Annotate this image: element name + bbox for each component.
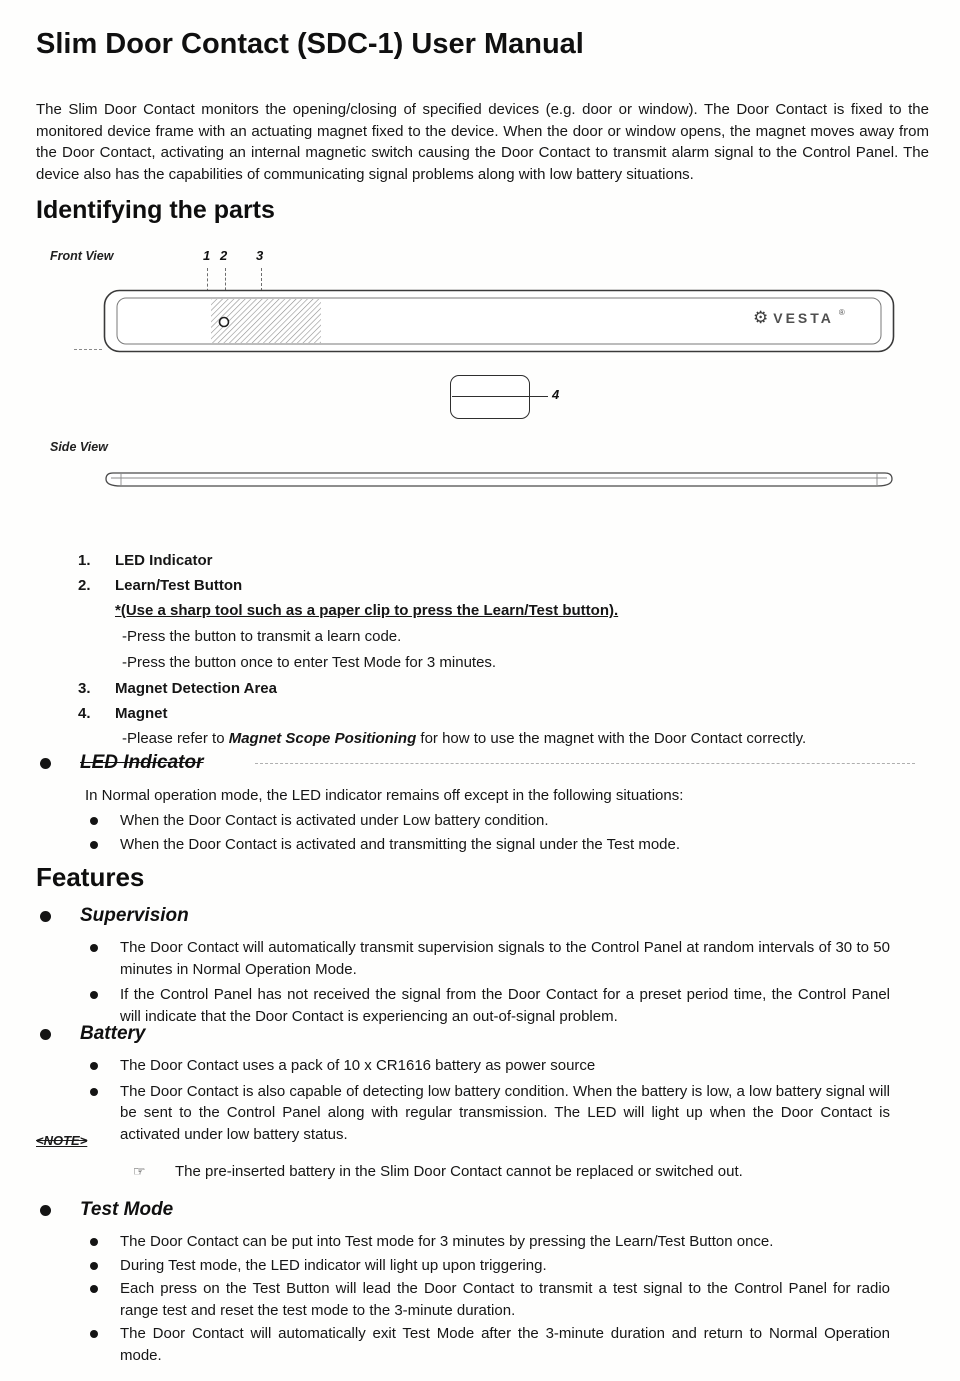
part-detail [0,726,960,752]
feature-supervision-section [0,903,960,1027]
bullet-icon [90,991,98,999]
part-detail-text: -Please refer to [122,730,229,747]
list-item [0,1278,960,1321]
parts-diagram [0,243,960,545]
bullet-icon [90,1330,98,1338]
side-view-device [103,470,895,490]
part-title: Learn/Test Button [115,577,243,594]
intro-paragraph: The Slim Door Contact monitors the opening/closing of specified devices (e.g. door or window). The Door Contact is fixed to the monitored device frame with an actuating magnet fixed to the device. When the door or window opens, the magnet moves away from the Door Contact, activating an internal magnetic switch causing the Door Contact to transmit alarm signal to the Control Panel. The device also has the capabilities of communicating signal problems along with low battery situations. [36,101,929,183]
led-bullet: When the Door Contact is activated and transmitting the signal under the Test mode. [120,835,681,853]
feature-bullet: The Door Contact will automatically transmit supervision signals to the Control Panel at random intervals of 30 to 50 minutes in Normal Operation Mode. [120,939,890,978]
part-number: 1. [78,552,91,569]
bullet-icon [90,841,98,849]
list-item [0,1055,960,1077]
feature-bullet: The Door Contact will automatically exit Test Mode after the 3-minute duration and return to Normal Operation mode. [120,1325,890,1364]
note-text: The pre-inserted battery in the Slim Door Contact cannot be replaced or switched out. [175,1163,743,1180]
part-number: 3. [78,680,91,697]
part-row [0,573,960,598]
feature-test-mode-section [0,1197,960,1366]
list-item [0,810,960,832]
note-row [0,1161,960,1182]
list-item [0,1255,960,1277]
part-title: LED Indicator [115,552,213,569]
callout-3: 3 [256,248,264,263]
bullet-icon [90,1062,98,1070]
magnet-rect [450,375,530,419]
bullet-icon [90,1088,98,1096]
callout-2: 2 [220,248,228,263]
parts-list [0,548,960,752]
list-item [0,937,960,980]
part-detail-text: for how to use the magnet with the Door Contact correctly. [416,730,807,747]
note-label: <NOTE> [36,1133,88,1148]
bullet-icon [40,758,51,769]
list-item [0,834,960,856]
feature-heading-row [0,1021,960,1047]
callout-1: 1 [203,248,211,263]
bullet-icon [90,1262,98,1270]
feature-battery-heading: Battery [80,1023,146,1044]
feature-bullet: The Door Contact uses a pack of 10 x CR1616 battery as power source [120,1057,596,1074]
led-bullet: When the Door Contact is activated under Low battery condition. [120,812,549,829]
bullet-icon [90,1285,98,1293]
brand-mark: ® [838,308,845,317]
feature-bullet: Each press on the Test Button will lead the Door Contact to transmit a test signal to the Control Panel for radio range test and reset the test mode to the 3-minute duration. [120,1280,890,1319]
list-item [0,1231,960,1253]
feature-battery-section [0,1021,960,1145]
feature-bullet: If the Control Panel has not received the signal from the Door Contact for a preset period time, the Control Panel will indicate that the Door Contact is experiencing an out-of-signal problem. [120,986,890,1025]
led-intro: In Normal operation mode, the LED indicator remains off except in the following situations: [85,787,684,804]
bullet-icon [90,944,98,952]
vesta-gear-icon [753,309,768,326]
part-row [0,548,960,573]
page-title: Slim Door Contact (SDC-1) User Manual [36,28,584,60]
pointing-hand-icon: ☞ [133,1163,146,1179]
bullet-icon [90,817,98,825]
section-identifying-heading: Identifying the parts [36,196,275,224]
led-indicator-section [0,750,960,855]
part-title: Magnet [115,705,168,722]
list-item [0,1323,960,1366]
part-detail: -Press the button to transmit a learn code. [122,628,402,645]
brand-text: VESTA [773,309,834,326]
feature-bullet: During Test mode, the LED indicator will light up upon triggering. [120,1256,547,1274]
bullet-icon [40,1205,51,1216]
part-row [0,701,960,726]
magnet-callout-line [452,396,548,397]
front-view-label: Front View [50,249,114,263]
note-block [0,1132,960,1182]
feature-bullet: The Door Contact can be put into Test mode for 3 minutes by pressing the Learn/Test Button once. [120,1233,774,1250]
part-number: 2. [78,577,91,594]
part-title: Magnet Detection Area [115,680,277,697]
bullet-icon [90,1238,98,1246]
feature-supervision-heading: Supervision [80,905,189,926]
led-indicator-heading: LED Indicator [80,752,204,773]
feature-heading-row [0,903,960,929]
scan-artifact-line [255,763,915,764]
magnet-scope-positioning-ref: Magnet Scope Positioning [228,730,417,747]
scan-artifact [74,349,102,350]
vesta-logo [753,309,845,326]
feature-bullet: The Door Contact is also capable of detecting low battery condition. When the battery is low, a low battery signal will be sent to the Control Panel along with regular transmission. The LED will light up when the Door Contact is activated under low battery status. [120,1082,890,1143]
section-features-heading: Features [36,862,145,892]
part-row [0,676,960,701]
part-note: *(Use a sharp tool such as a paper clip to press the Learn/Test button). [115,602,619,619]
learn-test-button-hole [220,318,229,327]
callout-4: 4 [552,387,560,402]
feature-heading-row [0,1197,960,1223]
feature-test-mode-heading: Test Mode [80,1199,174,1220]
side-view-label: Side View [50,440,108,454]
part-detail: -Press the button once to enter Test Mode for 3 minutes. [122,654,497,671]
bullet-icon [40,911,51,922]
part-number: 4. [78,705,91,722]
bullet-icon [40,1029,51,1040]
